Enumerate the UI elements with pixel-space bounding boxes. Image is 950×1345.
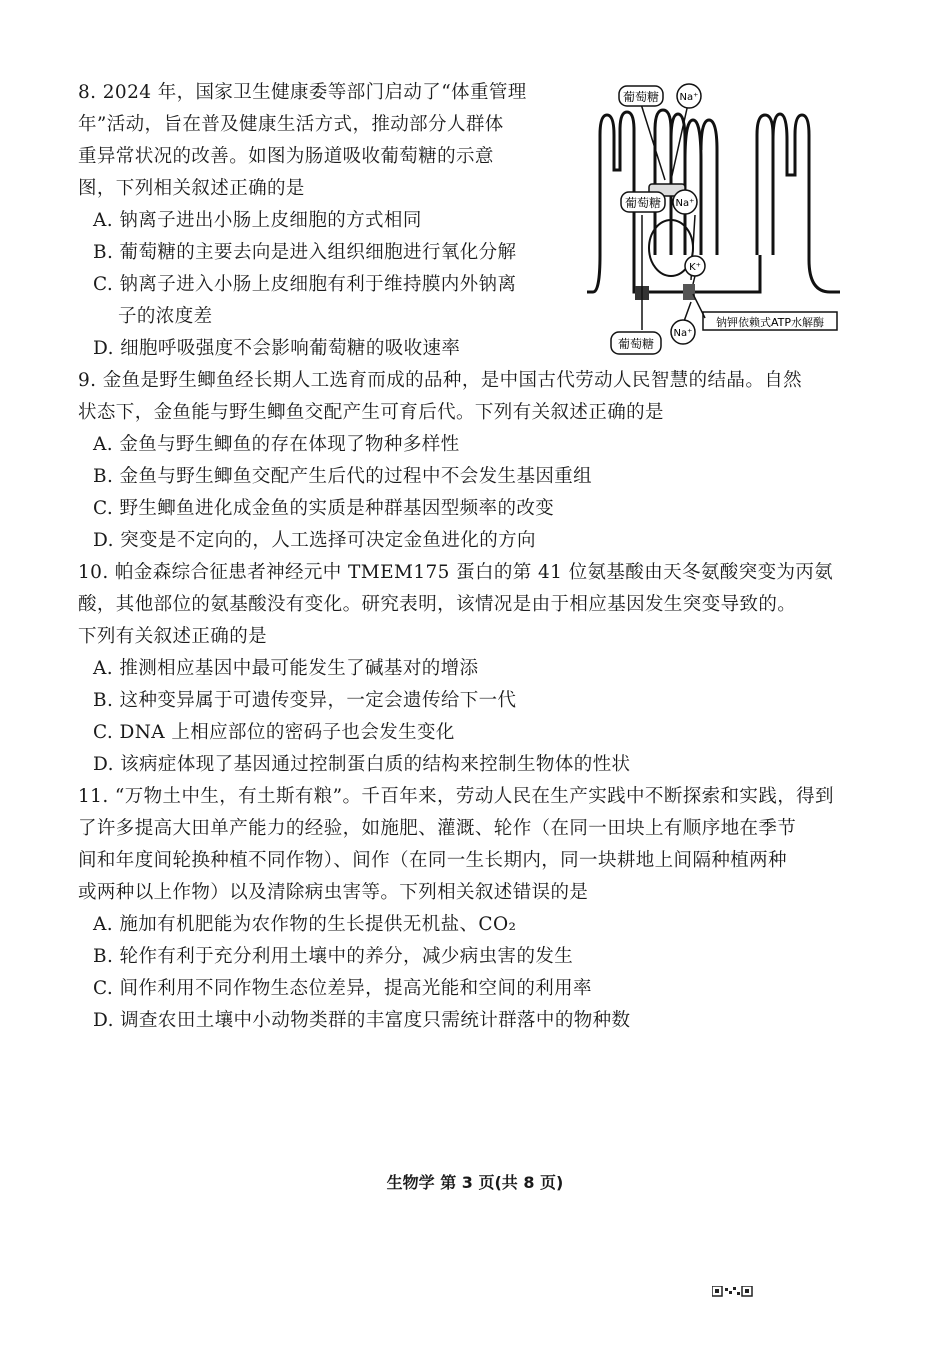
label-na-top: Na⁺ [679, 92, 699, 103]
q11-stem-line-2: 了许多提高大田单产能力的经验，如施肥、灌溉、轮作（在同一田块上有顺序地在季节 [78, 818, 797, 839]
label-na-bottom: Na⁺ [673, 328, 693, 339]
q9-option-b: B. 金鱼与野生鲫鱼交配产生后代的过程中不会发生基因重组 [93, 466, 593, 487]
q10-stem-line-2: 酸，其他部位的氨基酸没有变化。研究表明，该情况是由于相应基因发生突变导致的。 [78, 594, 797, 615]
q9-option-a: A. 金鱼与野生鲫鱼的存在体现了物种多样性 [93, 434, 460, 455]
intestinal-absorption-diagram [585, 80, 845, 360]
q10-option-d: D. 该病症体现了基因通过控制蛋白质的结构来控制生物体的性状 [93, 754, 631, 775]
q11-option-a: A. 施加有机肥能为农作物的生长提供无机盐、CO₂ [93, 914, 517, 935]
label-glucose-middle: 葡萄糖 [624, 196, 662, 210]
label-k: K⁺ [689, 262, 701, 273]
q8-option-a: A. 钠离子进出小肠上皮细胞的方式相同 [93, 210, 422, 231]
q11-option-b: B. 轮作有利于充分利用土壤中的养分，减少病虫害的发生 [93, 946, 574, 967]
qr-code-icon [712, 1286, 754, 1298]
q11-option-d: D. 调查农田土壤中小动物类群的丰富度只需统计群落中的物种数 [93, 1010, 631, 1031]
label-glucose-top: 葡萄糖 [622, 90, 660, 104]
q8-stem-line-4: 图，下列相关叙述正确的是 [78, 178, 305, 199]
q8-stem-line-2: 年”活动，旨在普及健康生活方式，推动部分人群体 [78, 114, 504, 135]
q9-stem-line-1: 9. 金鱼是野生鲫鱼经长期人工选育而成的品种，是中国古代劳动人民智慧的结晶。自然 [78, 370, 803, 391]
q10-option-b: B. 这种变异属于可遗传变异，一定会遗传给下一代 [93, 690, 517, 711]
q8-option-c-cont: 子的浓度差 [118, 306, 213, 327]
q9-stem-line-2: 状态下，金鱼能与野生鲫鱼交配产生可育后代。下列有关叙述正确的是 [78, 402, 664, 423]
q10-stem-line-3: 下列有关叙述正确的是 [78, 626, 268, 647]
q9-option-d: D. 突变是不定向的，人工选择可决定金鱼进化的方向 [93, 530, 536, 551]
label-pump: 钠钾依赖式ATP水解酶 [715, 316, 825, 329]
q8-option-b: B. 葡萄糖的主要去向是进入组织细胞进行氧化分解 [93, 242, 517, 263]
q11-option-c: C. 间作利用不同作物生态位差异，提高光能和空间的利用率 [93, 978, 592, 999]
label-na-middle: Na⁺ [675, 198, 695, 209]
q8-stem-line-3: 重异常状况的改善。如图为肠道吸收葡萄糖的示意 [78, 146, 494, 167]
q11-stem-line-1: 11. “万物土中生，有土斯有粮”。千百年来，劳动人民在生产实践中不断探索和实践，得到 [78, 786, 834, 807]
q10-option-a: A. 推测相应基因中最可能发生了碱基对的增添 [93, 658, 479, 679]
q10-option-c: C. DNA 上相应部位的密码子也会发生变化 [93, 722, 455, 743]
q11-stem-line-3: 间和年度间轮换种植不同作物）、间作（在同一生长期内，同一块耕地上间隔种植两种 [78, 850, 787, 871]
q10-stem-line-1: 10. 帕金森综合征患者神经元中 TMEM175 蛋白的第 41 位氨基酸由天冬氨酸突变为丙氨 [78, 562, 834, 583]
page-footer: 生物学 第 3 页(共 8 页) [386, 1173, 564, 1192]
label-glucose-bottom: 葡萄糖 [617, 337, 655, 351]
q11-stem-line-4: 或两种以上作物）以及清除病虫害等。下列相关叙述错误的是 [78, 882, 589, 903]
q8-option-d: D. 细胞呼吸强度不会影响葡萄糖的吸收速率 [93, 338, 461, 359]
q8-option-c: C. 钠离子进入小肠上皮细胞有利于维持膜内外钠离 [93, 274, 517, 295]
q8-stem-line-1: 8. 2024 年，国家卫生健康委等部门启动了“体重管理 [78, 82, 527, 103]
q9-option-c: C. 野生鲫鱼进化成金鱼的实质是种群基因型频率的改变 [93, 498, 555, 519]
